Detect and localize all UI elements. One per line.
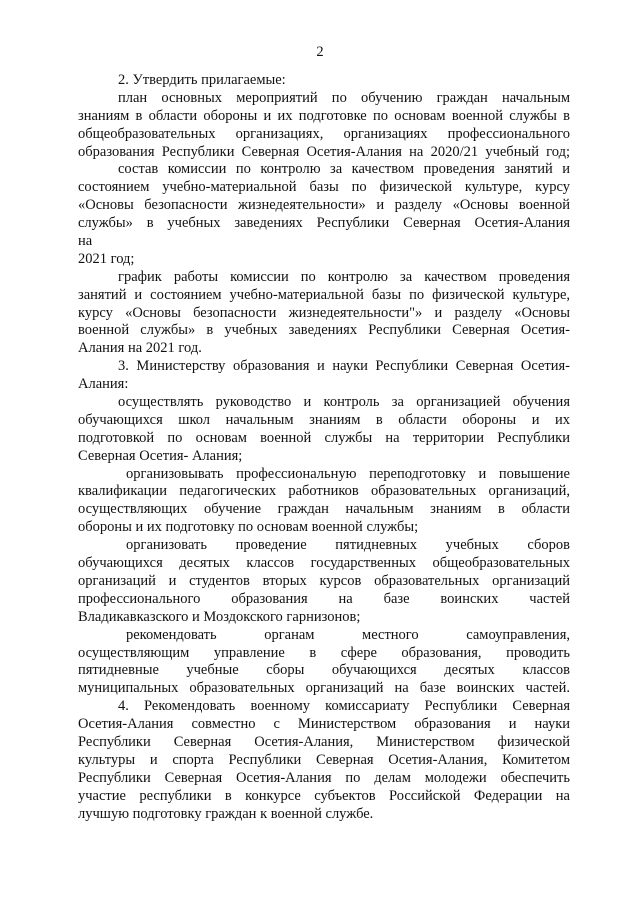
text-line: 2. Утвердить прилагаемые:: [118, 72, 286, 88]
text-line: курсу «Основы безопасности жизнедеятельности"» и разделу «Основы: [78, 304, 570, 321]
text-line: обучающихся школ начальным знаниям в области обороны и их: [78, 411, 570, 428]
text-line: культуры и спорта Республики Северная Осетия-Алания, Комитетом: [78, 751, 570, 768]
text-line: подготовкой по основам военной службы на территории Республики: [78, 429, 570, 446]
text-line: муниципальных образовательных организаций на базе воинских частей.: [78, 680, 570, 697]
document-body: [78, 72, 570, 823]
text-line: Осетия-Алания совместно с Министерством образования и науки: [78, 716, 570, 733]
text-line: Северная Осетия- Алания;: [78, 447, 243, 464]
text-line: профессионального образования на базе воинских частей: [78, 590, 570, 607]
page-number: 2: [316, 44, 324, 60]
text-line: осуществляющим управление в сфере образования, проводить: [78, 644, 570, 661]
text-line: службы» в учебных заведениях Республики Северная Осетия-Алания: [78, 215, 570, 232]
text-line: военной службы» в учебных заведениях Республики Северная Осетия-: [78, 322, 570, 339]
text-line: Республики Северная Осетия-Алания по делам молодежи обеспечить: [78, 769, 570, 786]
text-line: организаций и студентов вторых курсов образовательных организаций: [78, 572, 570, 589]
text-line: на: [78, 233, 93, 250]
text-line: Владикавказского и Моздокского гарнизонов;: [78, 608, 361, 625]
text-line: организовывать профессиональную переподготовку и повышение: [126, 465, 570, 482]
text-line: знаниям в области обороны и их подготовке по основам военной службы в: [78, 107, 570, 124]
text-line: организовать проведение пятидневных учебных сборов: [126, 537, 570, 554]
text-line: обучающихся десятых классов государственных общеобразовательных: [78, 555, 570, 572]
text-line: обороны и их подготовку по основам военной службы;: [78, 519, 419, 536]
text-line: осуществляющих обучение граждан начальным знаниям в области: [78, 501, 570, 518]
text-line: план основных мероприятий по обучению граждан начальным: [118, 89, 570, 106]
text-line: Алания:: [78, 376, 129, 393]
text-line: 3. Министерству образования и науки Республики Северная Осетия-: [118, 358, 570, 375]
text-line: Алания на 2021 год.: [78, 340, 202, 357]
text-line: 4. Рекомендовать военному комиссариату Республики Северная: [118, 698, 570, 715]
text-line: график работы комиссии по контролю за качеством проведения: [118, 268, 570, 285]
text-line: рекомендовать органам местного самоуправления,: [126, 626, 570, 643]
text-line: занятий и состоянием учебно-материальной базы по физической культуре,: [78, 286, 570, 303]
text-line: участие республики в конкурсе субъектов Российской Федерации на: [78, 787, 570, 804]
text-line: 2021 год;: [78, 250, 135, 267]
text-line: состоянием учебно-материальной базы по физической культуре, курсу: [78, 179, 570, 196]
text-line: пятидневные учебные сборы обучающихся десятых классов: [78, 662, 570, 679]
text-line: состав комиссии по контролю за качеством проведения занятий и: [118, 161, 570, 178]
text-line: общеобразовательных организациях, организациях профессионального: [78, 125, 570, 142]
text-line: квалификации педагогических работников образовательных организаций,: [78, 483, 570, 500]
text-line: лучшую подготовку граждан к военной службе.: [78, 805, 374, 822]
text-line: осуществлять руководство и контроль за организацией обучения: [118, 394, 570, 411]
text-line: Республики Северная Осетия-Алания, Министерством физической: [78, 733, 570, 750]
text-line: образования Республики Северная Осетия-Алания на 2020/21 учебный год;: [78, 143, 570, 160]
text-line: «Основы безопасности жизнедеятельности» и разделу «Основы военной: [78, 197, 570, 214]
